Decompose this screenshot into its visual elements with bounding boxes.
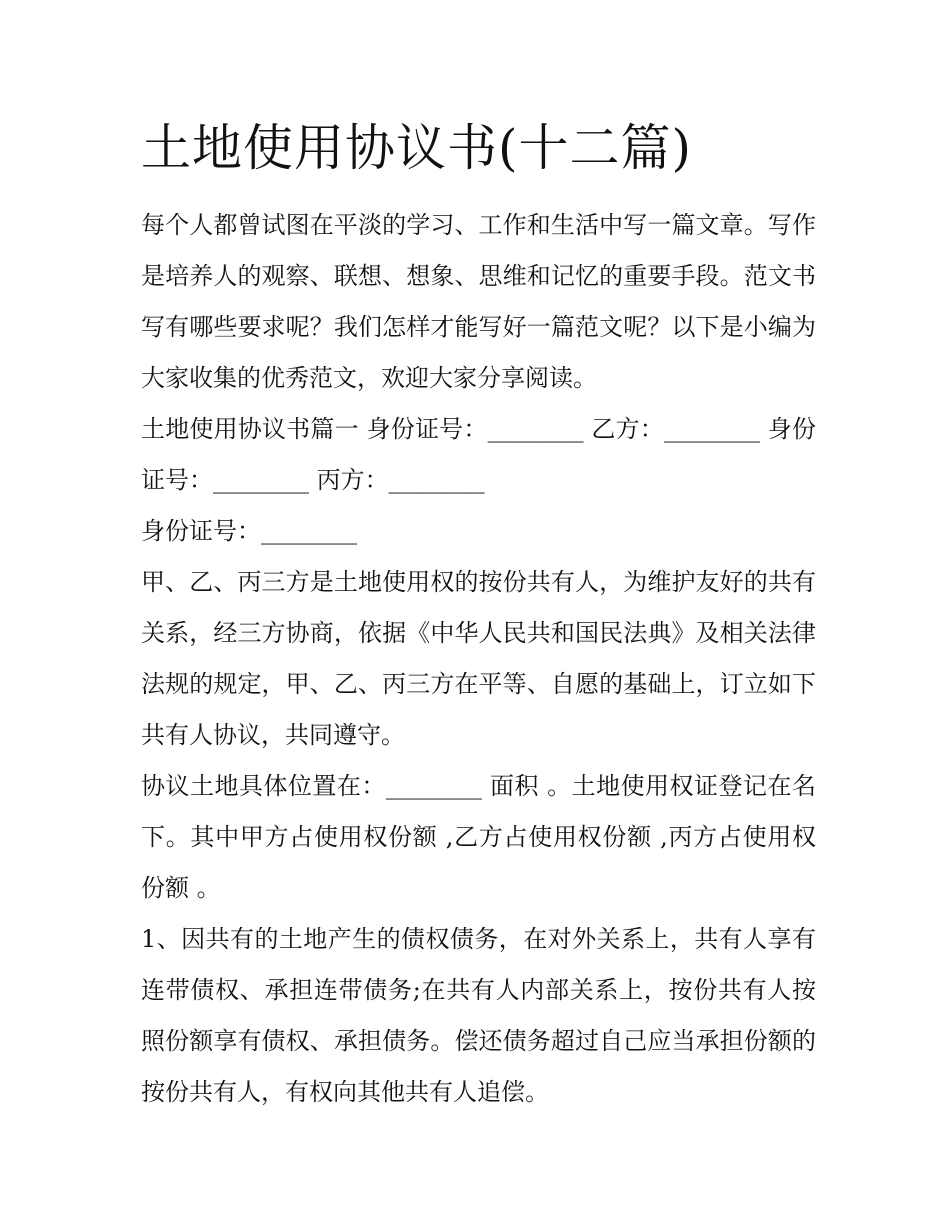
id-number-line: 身份证号：________ xyxy=(141,517,357,545)
clause-1-paragraph: 1、因共有的土地产生的债权债务，在对外关系上，共有人享有连带债权、承担连带债务;在共有人内部关系上，按份共有人按照份额享有债权、承担债务。偿还债务超过自己应当承担份额的按份共有人，有权向其他共有人追偿。 xyxy=(141,925,816,1106)
party-info-paragraph: 土地使用协议书篇一 身份证号：________ 乙方：________ 身份证号：________ 丙方：________ xyxy=(141,415,816,494)
preamble-paragraph: 甲、乙、丙三方是土地使用权的按份共有人，为维护友好的共有关系，经三方协商，依据《中华人民共和国民法典》及相关法律法规的规定，甲、乙、丙三方在平等、自愿的基础上，订立如下共有人协议，共同遵守。 xyxy=(141,568,816,749)
land-location-paragraph: 协议土地具体位置在：________ 面积 。土地使用权证登记在名下。其中甲方占使用权份额 ,乙方占使用权份额 ,丙方占使用权份额 。 xyxy=(141,772,816,902)
intro-paragraph: 每个人都曾试图在平淡的学习、工作和生活中写一篇文章。写作是培养人的观察、联想、想象、思维和记忆的重要手段。范文书写有哪些要求呢？我们怎样才能写好一篇范文呢？以下是小编为大家收集的优秀范文，欢迎大家分享阅读。 xyxy=(141,211,816,392)
document-title: 土地使用协议书(十二篇) xyxy=(141,119,693,177)
document-body xyxy=(141,200,816,1118)
